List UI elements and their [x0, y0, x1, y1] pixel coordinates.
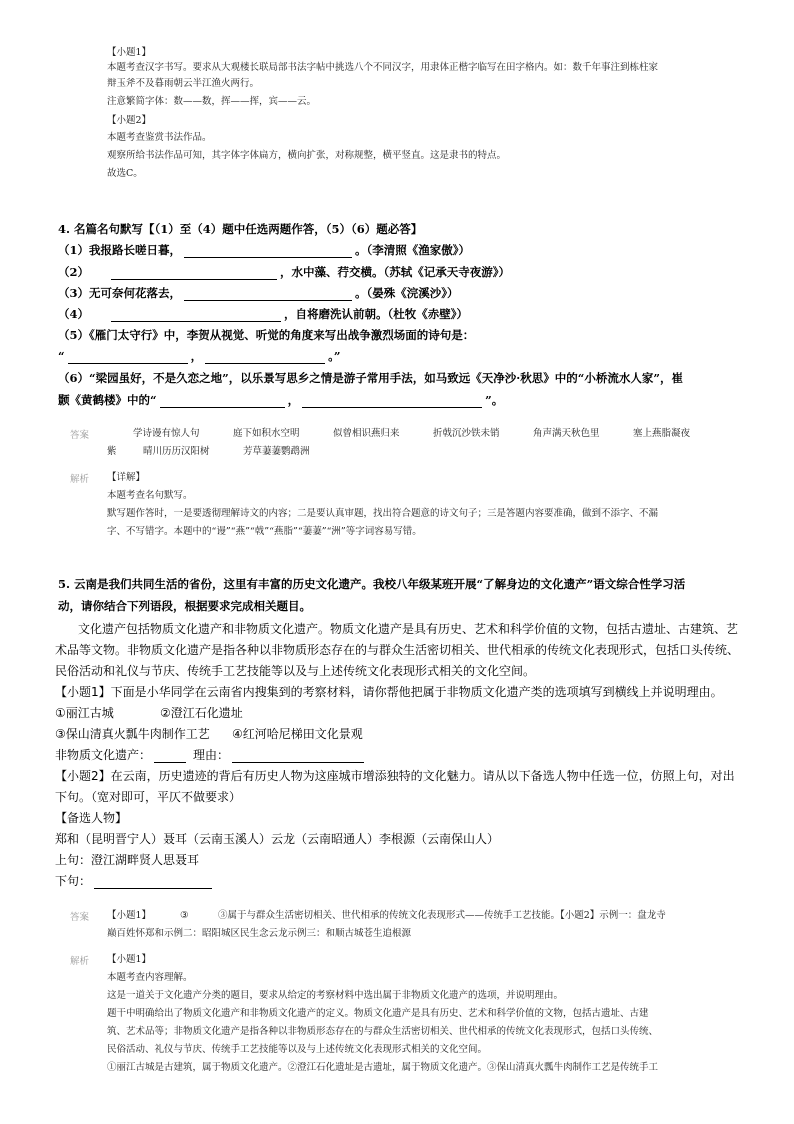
q5-paragraph-line: 民俗活动和礼仪与节庆、传统手工艺技能等以及与上述传统文化表现形式相关的文化空间。 [55, 664, 536, 678]
q4-l4-prefix: （4） [58, 307, 90, 321]
q5-paragraph-line: 术品等文物。非物质文化遗产是指各种以非物质形态存在的与群众生活密切相关、世代相承的传统文化表现形式，包括口头传统、 [55, 643, 740, 657]
candidate-tag: 【备选人物】 [55, 811, 128, 825]
answer-item: 芳草萋萋鹦鹉洲 [243, 446, 310, 457]
q4-line2 [58, 264, 510, 280]
q4-l2-prefix: （2） [58, 265, 90, 279]
q4-l4-suffix: ，自将磨洗认前朝。（杜牧《赤壁》） [284, 307, 469, 321]
option-4: ④红河哈尼梯田文化景观 [232, 727, 363, 741]
answer-blank[interactable] [205, 351, 325, 364]
q5-title-line2: 动，请你结合下列语段，根据要求完成相关题目。 [58, 599, 311, 613]
analysis-label: 解析 [70, 474, 90, 485]
answer-blank[interactable] [302, 395, 482, 408]
analysis-line: ①丽江古城是古建筑，属于物质文化遗产。②澄江石化遗址是古遗址，属于物质文化遗产。③保山清真火瓢牛肉制作工艺是传统手工 [107, 1062, 659, 1073]
comma: ， [287, 393, 300, 407]
analysis-tag: 【详解】 [107, 472, 146, 483]
answer-blank[interactable] [154, 750, 186, 763]
q5-title-line1: 5. 云南是我们共同生活的省份，这里有丰富的历史文化遗产。我校八年级某班开展“了解身边的文化遗产”语文综合性学习活 [58, 577, 686, 591]
q2-tag: 【小题2】 [107, 115, 152, 126]
q1-line1: 本题考查汉字书写。要求从大观楼长联局部书法字帖中挑选八个不同汉字，用隶体正楷字临写在田字格内。如：数千年事注到栋柱家 [107, 62, 659, 73]
q1-line3: 注意繁简字体：数——数，挥——挥，宾——云。 [107, 96, 317, 107]
answer-blank[interactable] [111, 309, 281, 322]
answer-item: 学诗谩有惊人句 [133, 428, 200, 439]
option-1: ①丽江古城 [55, 706, 114, 720]
answer-blank[interactable] [184, 245, 352, 258]
q5-sub1: 【小题1】下面是小华同学在云南省内搜集到的考察材料，请你帮他把属于非物质文化遗产类的选项填写到横线上并说明理由。 [55, 685, 723, 699]
answer-item: 折戟沉沙铁未销 [433, 428, 500, 439]
answer-label: 答案 [70, 912, 90, 923]
q4-line6b [58, 392, 503, 408]
option-2: ②澄江石化遗址 [160, 706, 243, 720]
answer-item: 角声满天秋色里 [533, 428, 600, 439]
reason-label: 理由： [193, 748, 230, 762]
answer-item: 庭下如积水空明 [233, 428, 300, 439]
analysis-line: 民俗活动、礼仪与节庆、传统手工艺技能等以及与上述传统文化表现形式相关的文化空间。 [107, 1044, 488, 1055]
q5-paragraph-line: 文化遗产包括物质文化遗产和非物质文化遗产。物质文化遗产是具有历史、艺术和科学价值的文物，包括古遗址、古建筑、艺 [78, 622, 739, 636]
q4-line3 [58, 285, 459, 301]
answer-text: ③属于与群众生活密切相关、世代相承的传统文化表现形式——传统手工艺技能。【小题2】示例一：盘龙寺 [218, 910, 666, 921]
q4-l1-prefix: （1）我报路长嗟日暮， [58, 243, 182, 257]
answer-blank[interactable] [68, 351, 188, 364]
q5-fill-line [55, 746, 367, 763]
q4-line5-blanks [58, 348, 341, 364]
q2-line3: 故选C。 [107, 168, 143, 179]
lower-label: 下句： [55, 874, 92, 888]
q4-l1-suffix: 。（李清照《渔家傲》） [355, 243, 471, 257]
answer-item: 塞上燕脂凝夜 [633, 428, 691, 439]
option-3: ③保山清真火瓢牛肉制作工艺 [55, 727, 210, 741]
close-quote: 。” [328, 349, 341, 363]
answer-tag: 【小题1】 [107, 910, 152, 921]
answer-blank[interactable] [184, 288, 352, 301]
answer-choice: ③ [180, 910, 189, 921]
q4-l2-suffix: ，水中藻、荇交横。（苏轼《记承天寺夜游》） [280, 265, 511, 279]
answer-label: 答案 [70, 430, 90, 441]
upper-couplet: 上句：澄江湖畔贤人思聂耳 [55, 853, 200, 867]
q4-line4 [58, 306, 468, 322]
candidate-list: 郑和（昆明晋宁人）聂耳（云南玉溪人）云龙（云南昭通人）李根源（云南保山人） [55, 832, 500, 846]
comma: ， [190, 349, 203, 363]
open-quote: “ [58, 349, 65, 363]
analysis-line: 这是一道关于文化遗产分类的题目，要求从给定的考察材料中选出属于非物质文化遗产的选项，并说明理由。 [107, 990, 564, 1001]
q4-line6: （6）“梁园虽好，不是久恋之地”，以乐景写思乡之情是游子常用手法，如马致远《天净沙·秋思》中的“小桥流水人家”，崔 [58, 371, 683, 385]
answer-blank[interactable] [160, 395, 285, 408]
q4-l3-prefix: （3）无可奈何花落去， [58, 286, 182, 300]
analysis-line: 筑、艺术品等；非物质文化遗产是指各种以非物质形态存在的与群众生活密切相关、世代相承的传统文化表现形式，包括口头传统、 [107, 1026, 659, 1037]
analysis-label: 解析 [70, 956, 90, 967]
answer-item: 似曾相识燕归来 [333, 428, 400, 439]
analysis-line: 默写题作答时，一是要透彻理解诗文的内容；二是要认真审题，找出符合题意的诗文句子；三是答题内容要准确，做到不添字、不漏 [107, 508, 659, 519]
q4-line1 [58, 242, 470, 258]
q5-sub2-line2: 下句。（宽对即可，平仄不做要求） [55, 790, 242, 804]
q2-line2: 观察所给书法作品可知，其字体字体扁方，横向扩张，对称规整，横平竖直。这是隶书的特点。 [107, 150, 507, 161]
close-quote: ”。 [485, 393, 504, 407]
q4-l3-suffix: 。（晏殊《浣溪沙》） [355, 286, 459, 300]
q2-line1: 本题考查鉴赏书法作品。 [107, 132, 212, 143]
fill-label: 非物质文化遗产： [55, 748, 152, 762]
answer-item: 晴川历历汉阳树 [143, 446, 210, 457]
q5-sub2-line1: 【小题2】在云南，历史遗迹的背后有历史人物为这座城市增添独特的文化魅力。请从以下备选人物中任选一位，仿照上句，对出 [55, 769, 735, 783]
answer-blank[interactable] [232, 750, 364, 763]
q1-line2: 辩玉斧不及暮雨朝云半江渔火两行。 [107, 78, 260, 89]
analysis-line: 字、不写错字。本题中的“谩”“燕”“戟”“燕脂”“萋萋”“洲”等字词容易写错。 [107, 526, 422, 537]
lower-couplet [55, 872, 215, 889]
analysis-line: 题干中明确给出了物质文化遗产和非物质文化遗产的定义。物质文化遗产是具有历史、艺术和科学价值的文物，包括古遗址、古建 [107, 1008, 649, 1019]
answer-text: 巅百姓怀郑和示例二：昭阳城区民生念云龙示例三：和顺古城苍生追根源 [107, 928, 412, 939]
analysis-line: 本题考查内容理解。 [107, 972, 193, 983]
analysis-line: 本题考查名句默写。 [107, 490, 193, 501]
answer-blank[interactable] [111, 267, 277, 280]
q4-l6-prefix: 颢《黄鹤楼》中的“ [58, 393, 157, 407]
answer-blank[interactable] [94, 876, 212, 889]
q4-line5: （5）《雁门太守行》中，李贺从视觉、听觉的角度来写出战争激烈场面的诗句是： [58, 328, 475, 342]
q4-title: 4. 名篇名句默写【（1）至（4）题中任选两题作答，（5）（6）题必答】 [58, 222, 423, 236]
q1-tag: 【小题1】 [107, 47, 152, 58]
answer-item: 紫 [107, 446, 117, 457]
analysis-tag: 【小题1】 [107, 954, 152, 965]
